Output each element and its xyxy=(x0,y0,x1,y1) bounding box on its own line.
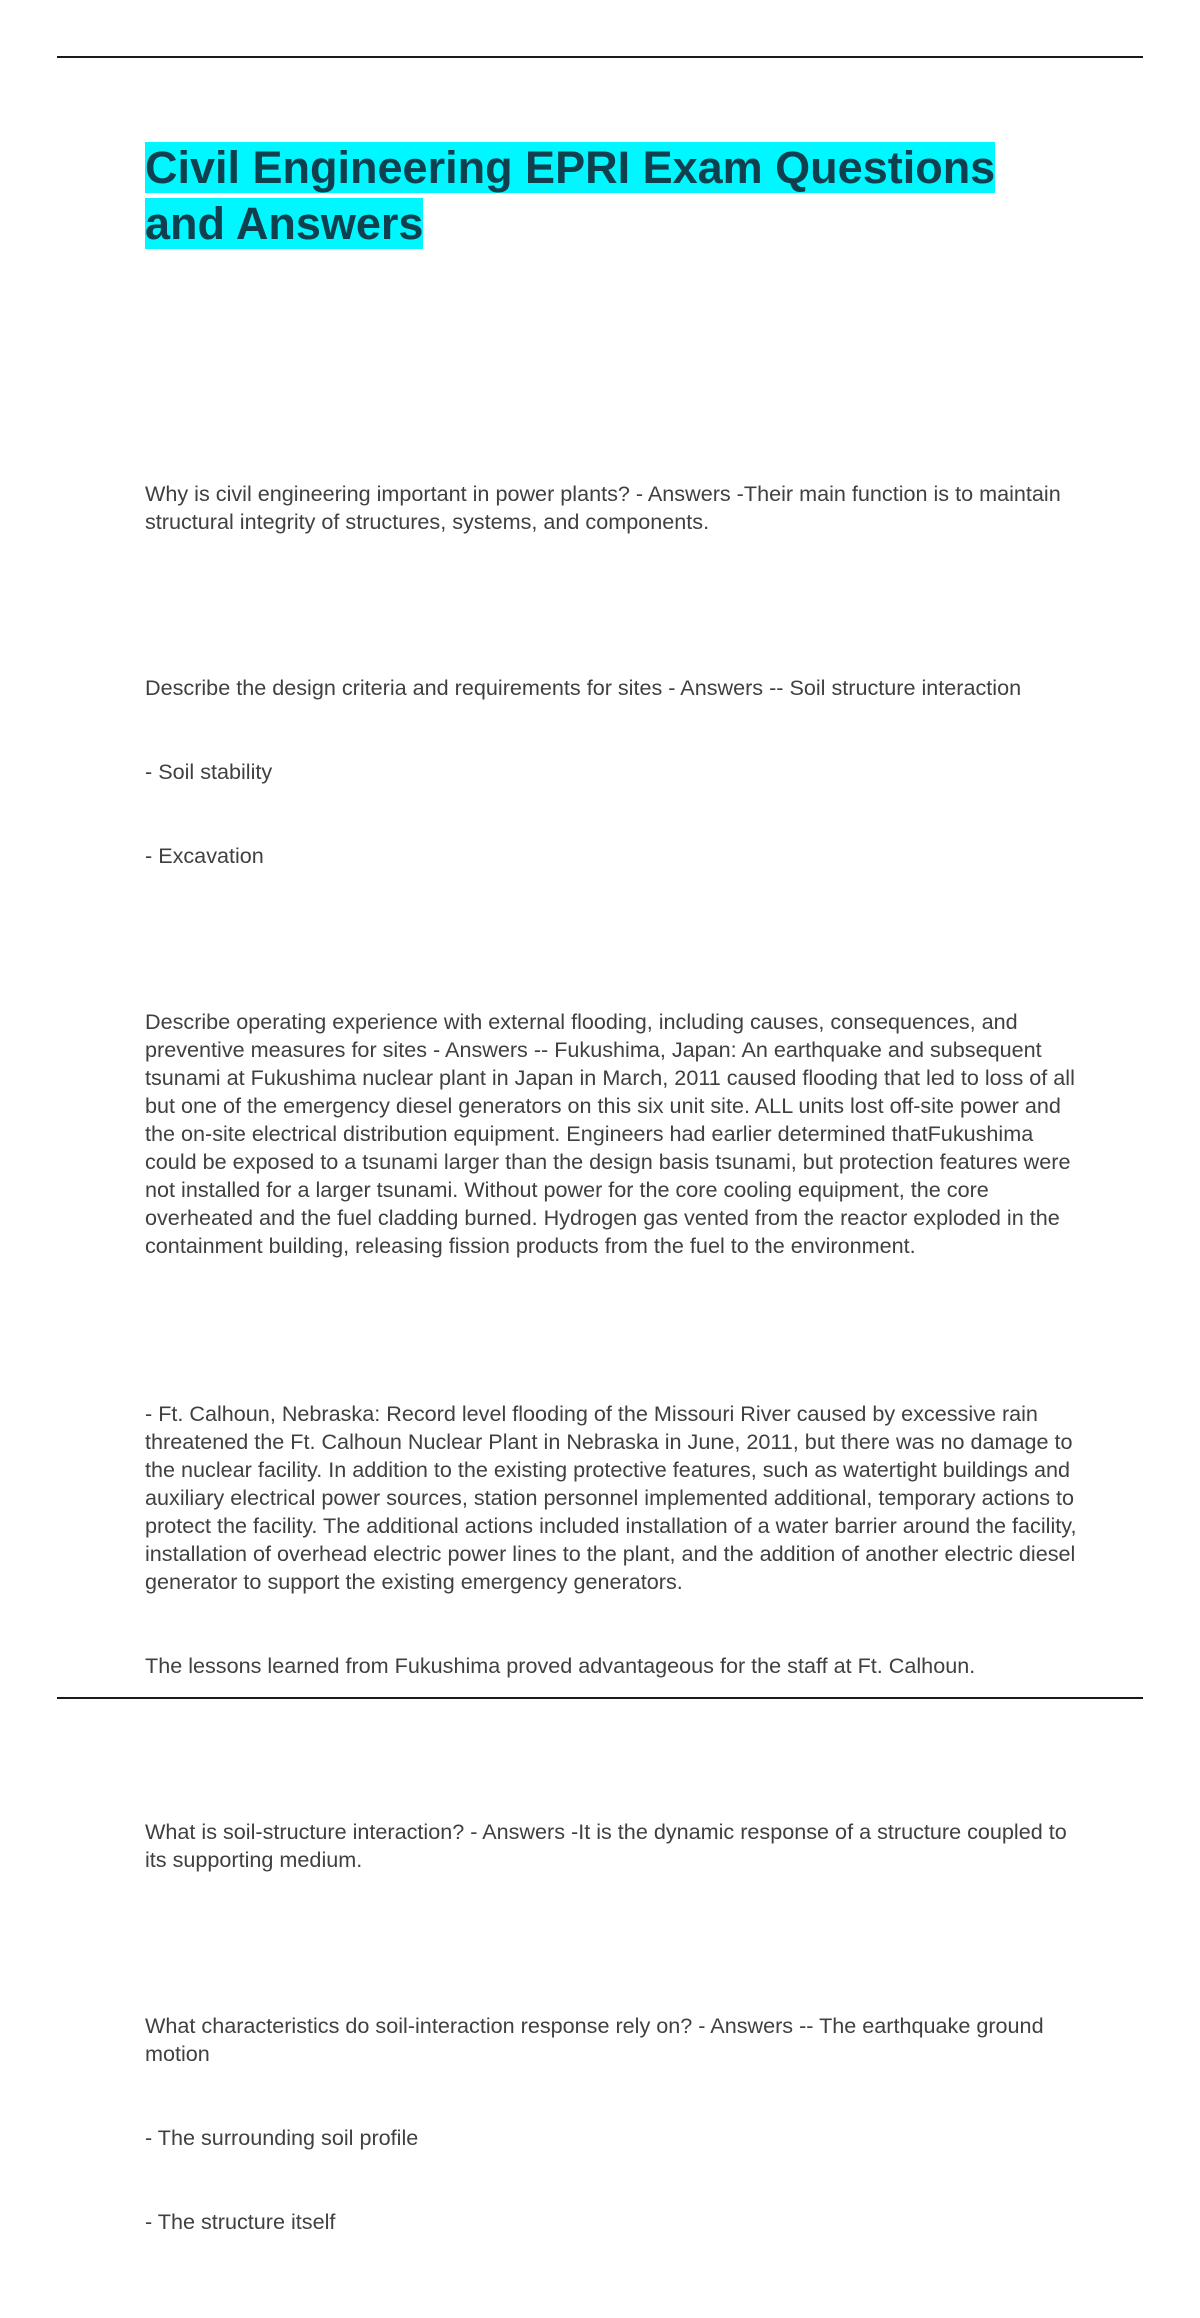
qa-list-item: - Soil stability xyxy=(145,759,273,784)
qa-paragraph: Describe the design criteria and requirements for sites - Answers -- Soil structure interaction xyxy=(145,675,1022,700)
qa-list-item: - The surrounding soil profile xyxy=(145,2125,419,2150)
qa-paragraph: What characteristics do soil-interaction response rely on? - Answers -- The earthquake ground motion xyxy=(145,2013,1050,2066)
qa-entry-2 xyxy=(145,618,1090,926)
bottom-rule xyxy=(57,1697,1143,1699)
qa-paragraph: The lessons learned from Fukushima proved advantageous for the staff at Ft. Calhoun. xyxy=(145,1653,976,1678)
qa-list-item: - The structure itself xyxy=(145,2209,336,2234)
qa-paragraph: Why is civil engineering important in power plants? - Answers -Their main function is to maintain structural integrity of structures, systems, and components. xyxy=(145,481,1067,534)
title-highlight: Civil Engineering EPRI Exam Questions and Answers xyxy=(145,142,996,249)
document-title xyxy=(145,140,1085,252)
qa-paragraph: What is soil-structure interaction? - Answers -It is the dynamic response of a structure coupled to its supporting medium. xyxy=(145,1819,1073,1872)
qa-list xyxy=(145,424,1090,2318)
qa-entry-4 xyxy=(145,1762,1090,1930)
paragraph-gap xyxy=(145,1316,1090,1344)
qa-entry-1 xyxy=(145,424,1090,592)
qa-paragraph: - Ft. Calhoun, Nebraska: Record level flooding of the Missouri River caused by excessive rain threatened the Ft. Calhoun Nuclear Plant in Nebraska in June, 2011, but there was no damage to the nuclear facility. In addition to the existing protective features, such as watertight buildings and auxiliary electrical power sources, station personnel implemented additional, temporary actions to protect the facility. The additional actions included installation of a water barrier around the facility, installation of overhead electric power lines to the plant, and the addition of another electric diesel generator to support the existing emergency generators. xyxy=(145,1401,1083,1594)
qa-entry-5 xyxy=(145,1956,1090,2292)
qa-paragraph: Describe operating experience with external flooding, including causes, consequences, and preventive measures for sites - Answers -- Fukushima, Japan: An earthquake and subsequent tsunami at Fukushima nuclear plant in Japan in March, 2011 caused flooding that led to loss of all but one of the emergency diesel generators on this six unit site. ALL units lost off-site power and the on-site electrical distribution equipment. Engineers had earlier determined thatFukushima could be exposed to a tsunami larger than the design basis tsunami, but protection features were not installed for a larger tsunami. Without power for the core cooling equipment, the core overheated and the fuel cladding burned. Hydrogen gas vented from the reactor exploded in the containment building, releasing fission products from the fuel to the environment. xyxy=(145,1009,1081,1258)
qa-list-item: - Excavation xyxy=(145,843,264,868)
qa-entry-3 xyxy=(145,952,1090,1736)
top-rule xyxy=(57,56,1143,58)
